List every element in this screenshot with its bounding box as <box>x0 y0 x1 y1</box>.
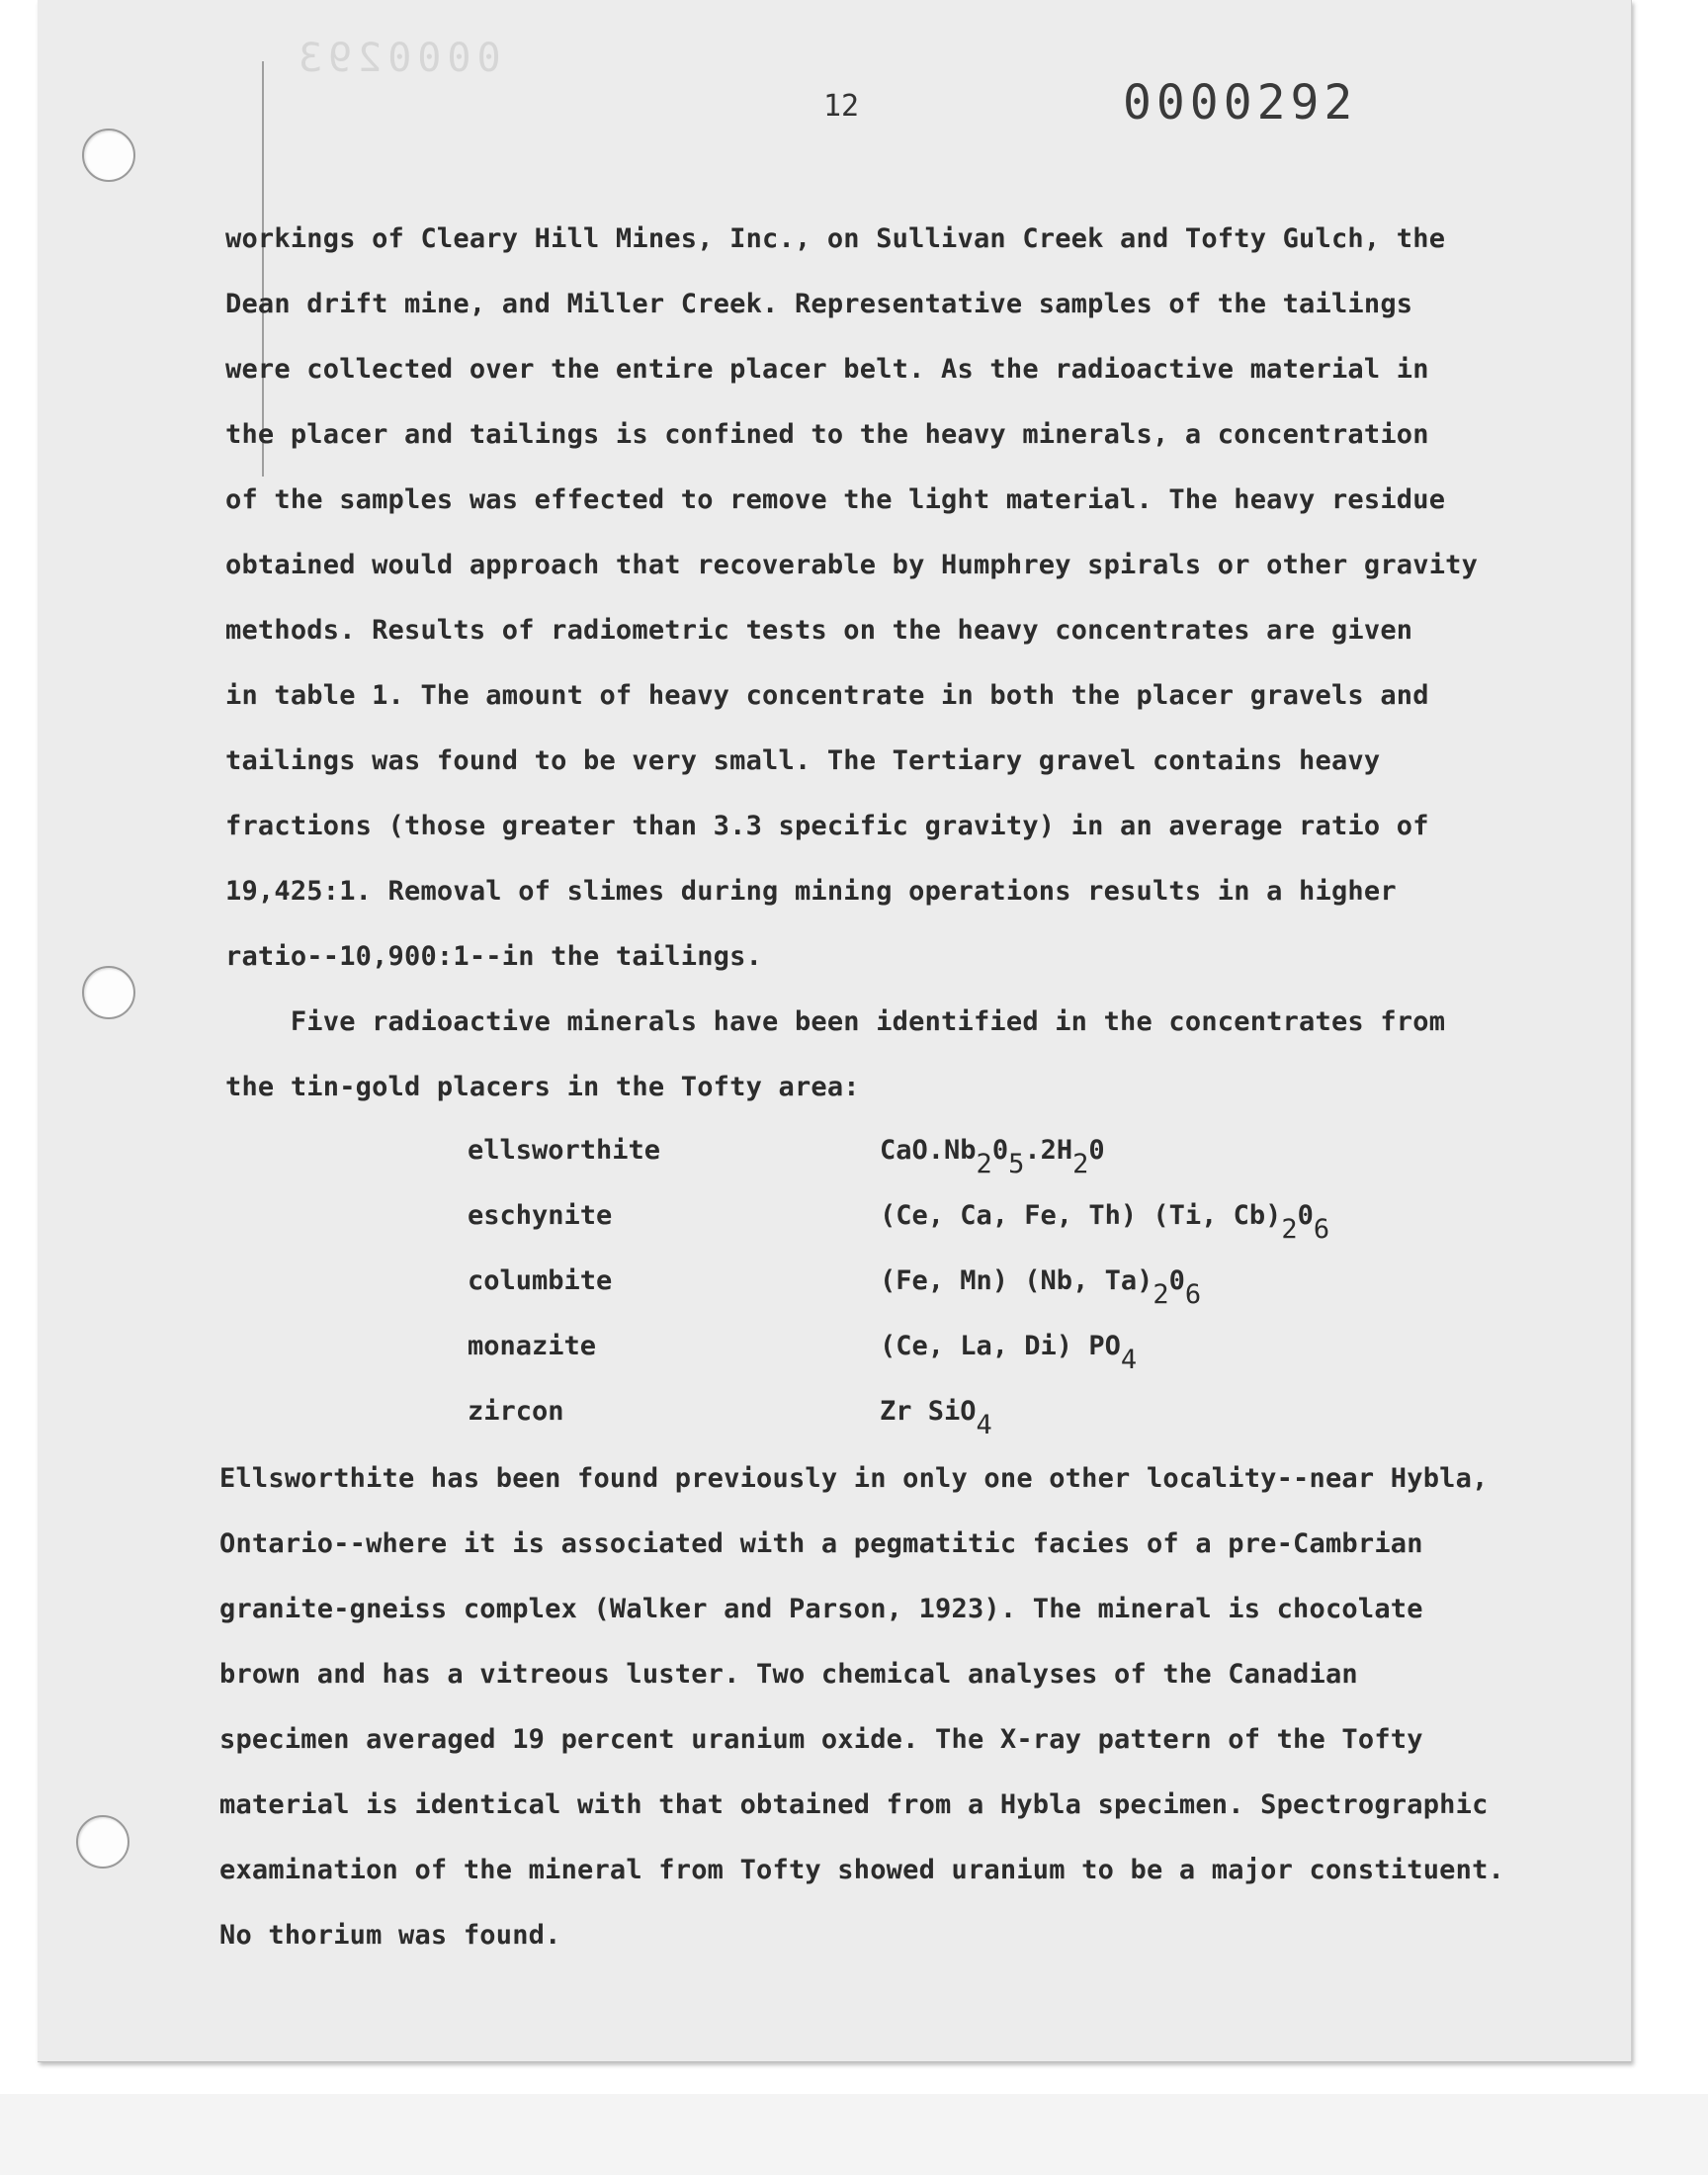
mineral-formula: (Ce, Ca, Fe, Th) (Ti, $Cb)_20_6$ <box>880 1200 1330 1245</box>
text-line: specimen averaged 19 percent uranium oxide. The X-ray pattern of the Tofty <box>219 1724 1423 1755</box>
text-line: examination of the mineral from Tofty showed uranium to be a major constituent. <box>219 1855 1504 1885</box>
mineral-name: zircon <box>468 1396 564 1427</box>
mineral-name: columbite <box>468 1265 613 1296</box>
text-line: ratio--10,900:1--in the tailings. <box>225 941 763 972</box>
mineral-name: eschynite <box>468 1200 613 1231</box>
scan-background <box>0 2094 1708 2175</box>
mineral-name: monazite <box>468 1331 597 1361</box>
text-line: Ellsworthite has been found previously in only one other locality--near Hybla, <box>219 1463 1489 1494</box>
text-line: were collected over the entire placer belt. As the radioactive material in <box>225 354 1429 385</box>
text-line: in table 1. The amount of heavy concentrate in both the placer gravels and <box>225 680 1429 711</box>
mineral-formula: (Fe, Mn) (Nb, $Ta)_20_6$ <box>880 1265 1202 1310</box>
text-line: Dean drift mine, and Miller Creek. Representative samples of the tailings <box>225 289 1413 319</box>
punch-hole-top <box>82 129 135 182</box>
document-number-stamp: 0000292 <box>1123 75 1358 130</box>
mineral-name: ellsworthite <box>468 1135 661 1166</box>
mineral-formula: (Ce, La, Di) $PO_4$ <box>880 1331 1138 1375</box>
text-line: workings of Cleary Hill Mines, Inc., on Sullivan Creek and Tofty Gulch, the <box>225 223 1446 254</box>
text-line: granite-gneiss complex (Walker and Parson, 1923). The mineral is chocolate <box>219 1594 1423 1624</box>
text-line: the placer and tailings is confined to the heavy minerals, a concentration <box>225 419 1429 450</box>
text-line: fractions (those greater than 3.3 specific gravity) in an average ratio of <box>225 811 1429 841</box>
text-line: Ontario--where it is associated with a pegmatitic facies of a pre-Cambrian <box>219 1528 1423 1559</box>
margin-rule <box>262 61 264 477</box>
text-line: brown and has a vitreous luster. Two chemical analyses of the Canadian <box>219 1659 1358 1690</box>
page-number: 12 <box>823 89 860 124</box>
text-line: material is identical with that obtained from a Hybla specimen. Spectrographic <box>219 1789 1489 1820</box>
text-line: No thorium was found. <box>219 1920 561 1951</box>
text-line: obtained would approach that recoverable by Humphrey spirals or other gravity <box>225 550 1479 580</box>
text-line: the tin-gold placers in the Tofty area: <box>225 1072 860 1102</box>
text-line: of the samples was effected to remove the light material. The heavy residue <box>225 484 1446 515</box>
text-line: Five radioactive minerals have been identified in the concentrates from <box>225 1006 1446 1037</box>
text-line: 19,425:1. Removal of slimes during mining operations results in a higher <box>225 876 1397 907</box>
text-line: tailings was found to be very small. The Tertiary gravel contains heavy <box>225 745 1381 776</box>
punch-hole-bottom <box>76 1815 129 1869</box>
text-line: methods. Results of radiometric tests on the heavy concentrates are given <box>225 615 1413 646</box>
mineral-formula: Zr SiO$_4$ <box>880 1396 992 1440</box>
punch-hole-middle <box>82 966 135 1019</box>
bleed-through-number: 0000293 <box>293 36 501 81</box>
mineral-formula: $CaO.Nb_20_5.2H_20$ <box>880 1135 1105 1179</box>
